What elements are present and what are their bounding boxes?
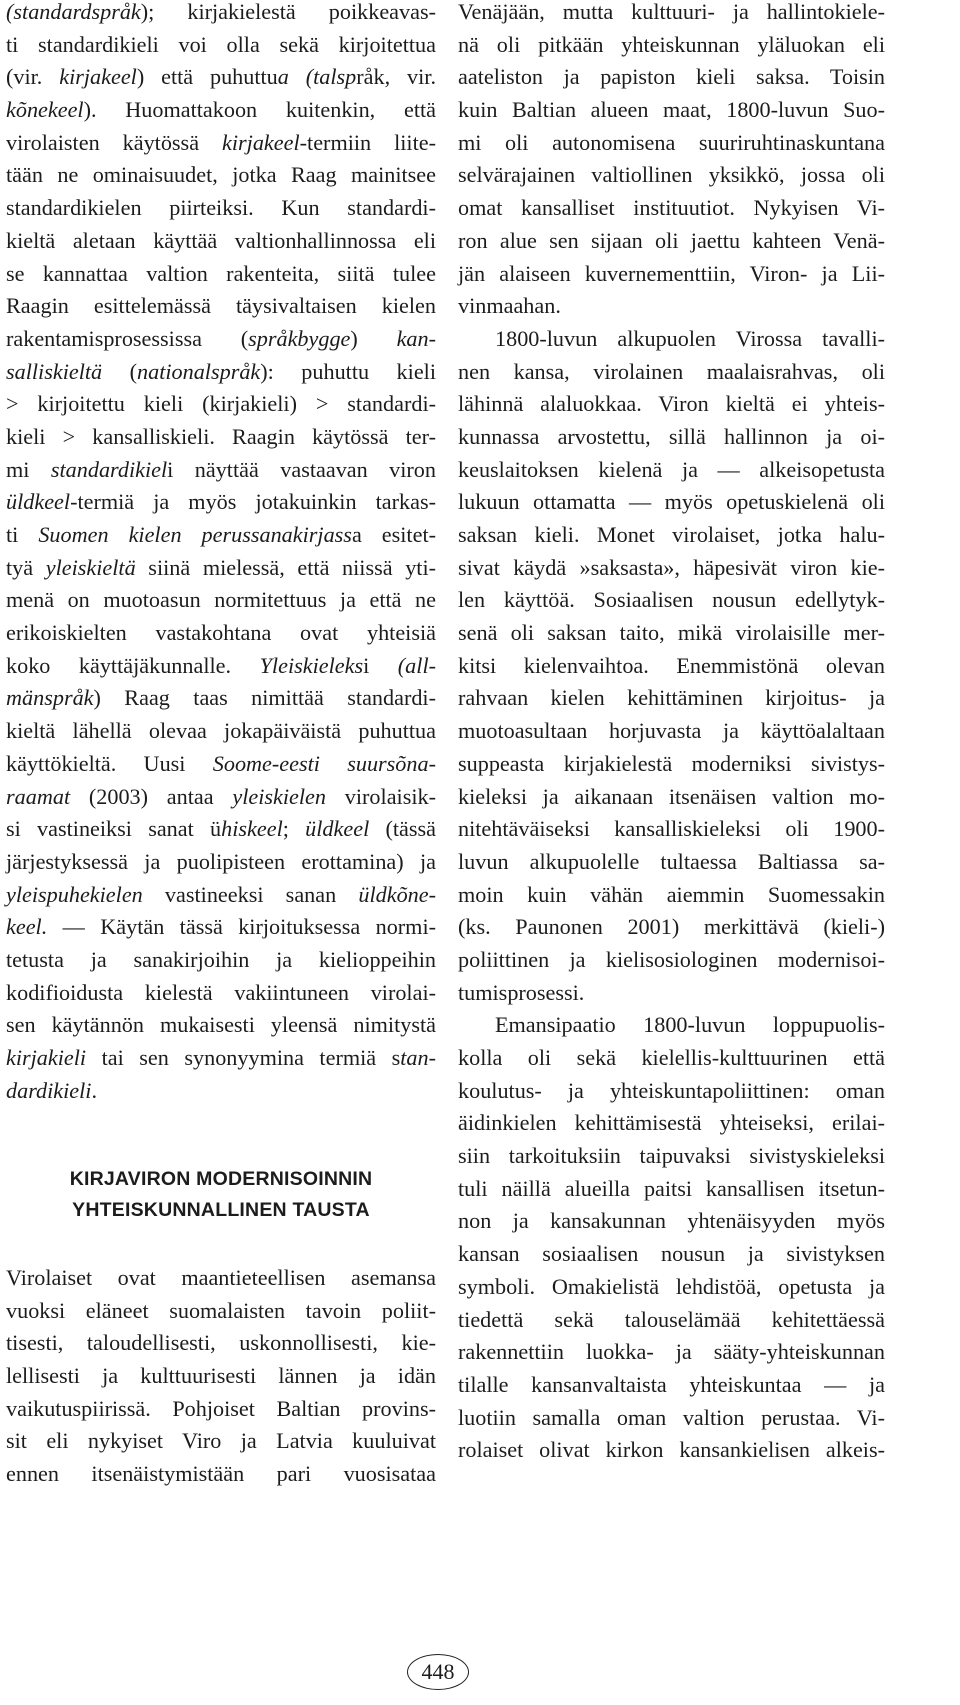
- text-line: 1800-luvun alkupuolen Virossa tavalli-: [495, 325, 885, 351]
- text-line: ron alue sen sijaan oli jaettu kahteen Venä-: [458, 227, 885, 253]
- text-line: Emansipaatio 1800-luvun loppupuolis-: [495, 1012, 885, 1038]
- text-line: nä oli pitkään yhteiskunnan yläluokan eli: [458, 31, 885, 57]
- text-line: nen kansa, virolainen maalaisrahvas, oli: [458, 358, 885, 384]
- text-line: kitsi kielenvaihtoa. Enemmistönä olevan: [458, 652, 885, 678]
- text-line: kodifioidusta kielestä vakiintuneen virolai-: [6, 979, 436, 1005]
- text-line: kirjakieli tai sen synonyymina termiä stan-: [6, 1045, 436, 1070]
- text-line: käyttökieltä. Uusi Soome-eesti suursõna-: [6, 750, 436, 776]
- text-line: tisesti, taloudellisesti, uskonnollisesti, kie-: [6, 1330, 436, 1356]
- text-line: Virolaiset ovat maantieteellisen asemansa: [6, 1265, 436, 1290]
- text-line: selvärajainen valtiollinen yksikkö, jossa oli: [458, 162, 885, 188]
- text-line: koko käyttäjäkunnalle. Yleiskieleksi (all-: [6, 652, 436, 678]
- text-line: tään ne ominaisuudet, jotka Raag mainitsee: [6, 162, 436, 188]
- text-line: moin kuin vähän aiemmin Suomessakin: [458, 881, 885, 907]
- text-line: se kannattaa valtion rakenteita, siitä tulee: [6, 260, 436, 286]
- text-line: üldkeel-termiä ja myös jotakuinkin tarkas-: [6, 489, 436, 515]
- text-line: kieli > kansalliskieli. Raagin käytössä ter-: [6, 423, 436, 449]
- text-line: rahvaan kielen kehittäminen kirjoitus- ja: [458, 685, 885, 711]
- text-line: poliittinen ja kielisosiologinen modernisoi-: [458, 946, 885, 972]
- right-column-text: [458, 0, 885, 1467]
- text-line: vuoksi eläneet suomalaisten tavoin poliit-: [6, 1297, 436, 1323]
- text-line: lukuun ottamatta — myös opetuskielenä oli: [458, 489, 885, 515]
- text-line: sit eli nykyiset Viro ja Latvia kuuluivat: [6, 1428, 436, 1454]
- text-line: len käyttöä. Sosiaalisen nousun edellytyk-: [458, 587, 885, 613]
- text-line: Venäjään, mutta kulttuuri- ja hallintokiele-: [458, 0, 885, 24]
- text-line: kansan sosiaalisen nousun ja sivistyksen: [458, 1241, 885, 1267]
- text-line: senä oli saksan taito, mikä virolaisille mer-: [458, 620, 885, 646]
- text-line: raamat (2003) antaa yleiskielen virolaisik-: [6, 783, 436, 809]
- text-line: sen käytännön mukaisesti yleensä nimitystä: [6, 1012, 436, 1038]
- text-line: saksan kieli. Monet virolaiset, jotka halu-: [458, 522, 885, 547]
- text-line: non ja kansakunnan yhtenäisyyden myös: [458, 1208, 885, 1234]
- text-line: salliskieltä (nationalspråk): puhuttu kieli: [6, 358, 436, 384]
- text-line: jän alaiseen kuvernementtiin, Viron- ja Lii-: [458, 260, 885, 286]
- text-line: lellisesti ja kulttuurisesti lännen ja idän: [6, 1363, 436, 1389]
- text-line: kõnekeel). Huomattakoon kuitenkin, että: [6, 97, 436, 123]
- text-line: äidinkielen kehittämisestä yhteiseksi, erilai-: [458, 1110, 885, 1136]
- text-line: sivat käydä »saksasta», häpesivät viron kie-: [458, 554, 885, 580]
- text-line: lähinnä alaluokkaa. Viron kieltä ei yhteis-: [458, 391, 885, 417]
- text-line: dardikieli.: [6, 1077, 97, 1103]
- text-line: (ks. Paunonen 2001) merkittävä (kieli-): [458, 914, 885, 940]
- text-line: mi oli autonomisena suuriruhtinaskuntana: [458, 129, 885, 155]
- text-line: rakennettiin luokka- ja sääty-yhteiskunnan: [458, 1339, 885, 1365]
- text-line: rolaiset olivat kirkon kansankielisen alkeis-: [458, 1437, 885, 1463]
- text-line: vaikutuspiirissä. Pohjoiset Baltian provins-: [6, 1395, 436, 1421]
- text-line: tiedettä sekä talouselämää kehitettäessä: [458, 1306, 885, 1332]
- text-line: (standardspråk); kirjakielestä poikkeavas-: [6, 0, 436, 24]
- text-line: menä on muotoasun normitettuus ja että ne: [6, 587, 436, 613]
- text-line: kieltä aletaan käyttää valtionhallinnossa eli: [6, 227, 436, 253]
- text-line: muotoasultaan horjuvasta ja käyttöalaltaan: [458, 718, 885, 744]
- text-line: vinmaahan.: [458, 293, 561, 319]
- text-line: omat kansalliset instituutiot. Nykyisen Vi-: [458, 195, 885, 221]
- text-line: ti standardikieli voi olla sekä kirjoitettua: [6, 31, 436, 57]
- text-line: ennen itsenäistymistään pari vuosisataa: [6, 1461, 436, 1487]
- text-line: yleispuhekielen vastineeksi sanan üldkõne-: [6, 881, 436, 907]
- text-line: tumisprosessi.: [458, 979, 585, 1005]
- text-line: kuin Baltian alueen maat, 1800-luvun Suo-: [458, 97, 885, 123]
- text-line: tilalle kansanvaltaista yhteiskuntaa — ja: [458, 1371, 885, 1397]
- text-line: ti Suomen kielen perussanakirjassa esitet-: [6, 522, 436, 547]
- text-line: keuslaitoksen kielenä ja — alkeisopetusta: [458, 456, 885, 482]
- section-heading: [6, 1164, 436, 1226]
- text-line: virolaisten käytössä kirjakeel-termiin liite-: [6, 129, 436, 155]
- text-line: kunnassa arvostettu, sillä hallinnon ja oi-: [458, 423, 885, 449]
- text-line: kolla oli sekä kielellis-kulttuurinen että: [458, 1045, 885, 1070]
- text-line: tetusta ja sanakirjoihin ja kielioppeihin: [6, 946, 436, 972]
- text-line: koulutus- ja yhteiskuntapoliittinen: oman: [458, 1077, 885, 1103]
- text-line: luotiin samalla oman valtion perustaa. Vi-: [458, 1404, 885, 1430]
- text-line: siin tarkoituksiin taipuvaksi sivistyskieleksi: [458, 1143, 885, 1169]
- text-line: si vastineiksi sanat ühiskeel; üldkeel (tässä: [6, 816, 436, 842]
- text-line: standardikielen piirteiksi. Kun standardi-: [6, 195, 436, 221]
- text-line: kieleksi ja aikanaan itsenäisen valtion mo-: [458, 783, 885, 809]
- section-heading-line-1: KIRJAVIRON MODERNISOINNIN: [69, 1168, 373, 1190]
- section-heading-line-2: YHTEISKUNNALLINEN TAUSTA: [72, 1199, 370, 1221]
- text-line: nitehtäväiseksi kansalliskieleksi oli 1900-: [458, 816, 885, 842]
- text-line: kieltä lähellä olevaa jokapäiväistä puhuttua: [6, 718, 436, 744]
- text-line: symboli. Omakielistä lehdistöä, opetusta ja: [458, 1273, 885, 1299]
- text-line: rakentamisprosessissa (språkbygge) kan-: [6, 325, 436, 351]
- text-line: luvun alkupuolelle tultaessa Baltiassa sa-: [458, 848, 885, 874]
- text-line: mi standardikieli näyttää vastaavan viron: [6, 456, 436, 482]
- text-line: tuli näillä alueilla paitsi kansallisen itsetun-: [458, 1175, 885, 1201]
- page-number: 448: [407, 1654, 469, 1690]
- text-line: tyä yleiskieltä siinä mielessä, että niissä yti-: [6, 554, 436, 580]
- text-line: (vir. kirjakeel) että puhuttua (talspråk, vir.: [6, 64, 436, 90]
- text-line: mänspråk) Raag taas nimittää standardi-: [6, 685, 436, 711]
- text-line: suppeasta kirjakielestä moderniksi sivistys-: [458, 750, 885, 776]
- text-line: aateliston ja papiston kieli saksa. Toisin: [458, 64, 885, 90]
- left-column-bottom-text: [6, 1262, 436, 1491]
- text-line: > kirjoitettu kieli (kirjakieli) > standardi-: [6, 391, 436, 417]
- text-line: järjestyksessä ja puolipisteen erottamina) ja: [6, 848, 436, 874]
- text-line: keel. — Käytän tässä kirjoituksessa normi-: [6, 914, 436, 940]
- text-line: erikoiskielten vastakohtana ovat yhteisiä: [6, 620, 436, 646]
- text-line: Raagin esittelemässä täysivaltaisen kielen: [6, 293, 436, 319]
- left-column-top-text: [6, 0, 436, 1107]
